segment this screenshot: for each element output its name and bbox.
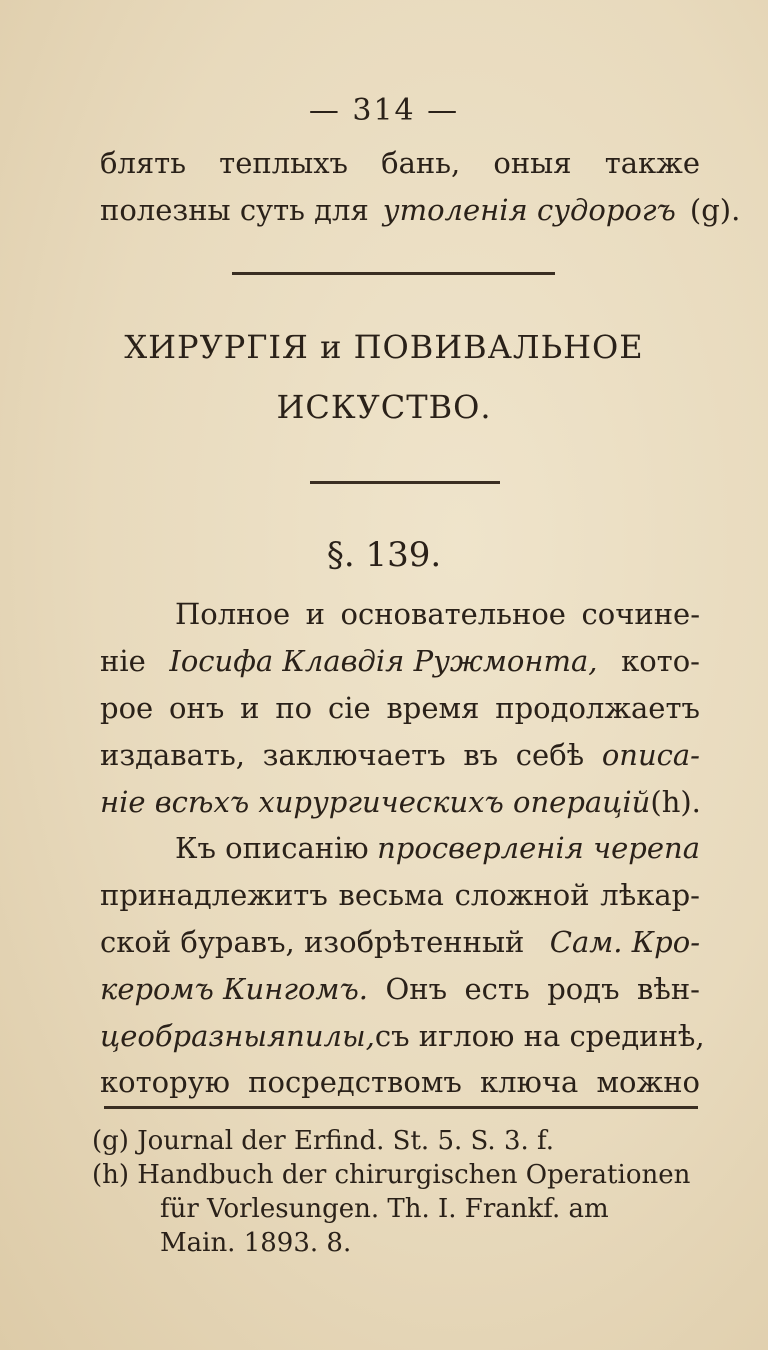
word: вѣн-: [637, 972, 700, 1006]
section-heading-line2: ИСКУСТВО.: [276, 388, 492, 426]
section-heading-line1: ХИРУРГІЯ и ПОВИВАЛЬНОЕ: [124, 328, 644, 366]
footnote-divider: [104, 1106, 698, 1109]
word: весьма: [338, 878, 444, 912]
italic-name: Сам. Кро-: [549, 925, 700, 959]
text-line: [175, 594, 700, 634]
word: Онъ: [385, 972, 448, 1006]
word: и: [240, 691, 260, 725]
text-line: [100, 143, 700, 183]
word: рое: [100, 691, 154, 725]
italic-term: пилы,: [286, 1019, 375, 1053]
text-line: [175, 828, 700, 868]
text-line: [100, 1062, 700, 1102]
divider: [232, 272, 555, 275]
word: ключа: [480, 1065, 579, 1099]
text-line: [100, 1016, 705, 1056]
text-run: ской буравъ, изобрѣтенный: [100, 925, 525, 959]
word: также: [604, 146, 700, 180]
word: бань,: [381, 146, 461, 180]
text-line: [100, 641, 700, 681]
word: себѣ: [515, 738, 585, 772]
text-line: [100, 782, 700, 822]
page-number: — 314 —: [308, 93, 460, 128]
word: блять: [100, 146, 187, 180]
word: заключаетъ: [262, 738, 446, 772]
italic-term: цеобразныя: [100, 1019, 287, 1053]
text-line: [100, 922, 700, 962]
italic-term: описа-: [601, 738, 700, 772]
italic-term: просверленія черепа: [377, 831, 700, 865]
italic-name: керомъ Кингомъ.: [100, 972, 369, 1006]
footnote-h-line1: (h) Handbuch der chirurgischen Operationen: [92, 1160, 691, 1190]
text-run: Къ описанію: [175, 831, 369, 865]
italic-name: Іосифа Клавдія Ружмонта,: [169, 644, 598, 678]
word: лѣкар-: [600, 878, 700, 912]
word: онъ: [169, 691, 225, 725]
text-line: [100, 969, 700, 1009]
word: основательное: [340, 597, 566, 631]
word: и: [305, 597, 325, 631]
text-line: [100, 190, 741, 230]
word: есть: [464, 972, 530, 1006]
word: сіе: [327, 691, 371, 725]
text-run: съ иглою на срединѣ,: [374, 1019, 705, 1053]
footnote-h-line3: Main. 1893. 8.: [160, 1228, 352, 1258]
word: сложной: [454, 878, 590, 912]
word: сочине-: [581, 597, 700, 631]
footnote-ref: (h).: [650, 785, 701, 819]
word: теплыхъ: [219, 146, 348, 180]
footnote-g: (g) Journal der Erfind. St. 5. S. 3. f.: [92, 1126, 554, 1156]
footnote-ref: (g).: [689, 193, 741, 227]
text-line: [100, 688, 700, 728]
word: оныя: [493, 146, 572, 180]
word: Полное: [175, 597, 291, 631]
word: время: [386, 691, 480, 725]
word: посредствомъ: [248, 1065, 462, 1099]
text-line: [100, 875, 700, 915]
italic-term: утоленія судорогъ: [382, 193, 676, 227]
word: можно: [596, 1065, 700, 1099]
word: по: [275, 691, 313, 725]
divider: [310, 481, 500, 484]
italic-term: ніе всѣхъ хирургическихъ операцій: [100, 785, 651, 819]
word: издавать,: [100, 738, 245, 772]
word: которую: [100, 1065, 230, 1099]
text-run: кото-: [621, 644, 700, 678]
text-run: полезны суть для: [100, 193, 369, 227]
footnote-h-line2: für Vorlesungen. Th. I. Frankf. am: [160, 1194, 609, 1224]
word: родъ: [547, 972, 620, 1006]
word: продолжаетъ: [495, 691, 700, 725]
section-mark: §. 139.: [326, 535, 442, 575]
word: принадлежитъ: [100, 878, 328, 912]
text-run: ніе: [100, 644, 146, 678]
text-line: [100, 735, 700, 775]
word: въ: [463, 738, 499, 772]
